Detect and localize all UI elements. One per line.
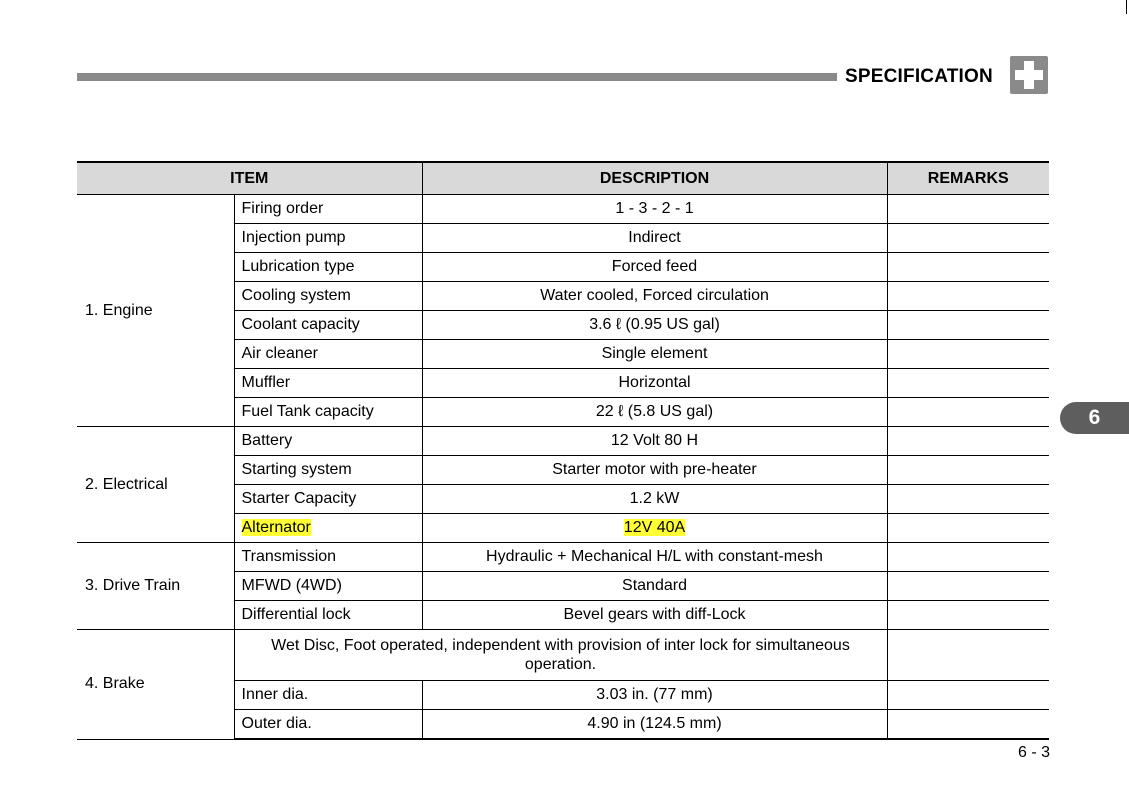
description-cell [422, 514, 887, 543]
section-title: SPECIFICATION [845, 66, 993, 87]
page-number: 6 - 3 [1018, 744, 1051, 761]
table-row [77, 543, 1049, 572]
remarks-cell [887, 224, 1049, 253]
column-header-description: DESCRIPTION [422, 162, 887, 195]
description-cell: 12 Volt 80 H [422, 427, 887, 456]
item-cell: Outer dia. [234, 710, 422, 740]
description-cell: Standard [422, 572, 887, 601]
item-cell: Fuel Tank capacity [234, 398, 422, 427]
group-label: 1. Engine [77, 195, 234, 427]
remarks-cell [887, 630, 1049, 681]
description-cell: Indirect [422, 224, 887, 253]
highlighted-item-text: Alternator [241, 519, 311, 536]
remarks-cell [887, 311, 1049, 340]
item-cell: Lubrication type [234, 253, 422, 282]
description-cell: Horizontal [422, 369, 887, 398]
column-header-remarks: REMARKS [887, 162, 1049, 195]
item-cell: Muffler [234, 369, 422, 398]
description-cell: 3.6 ℓ (0.95 US gal) [422, 311, 887, 340]
remarks-cell [887, 253, 1049, 282]
group-label: 4. Brake [77, 630, 234, 740]
remarks-cell [887, 681, 1049, 710]
remarks-cell [887, 427, 1049, 456]
plus-cross-icon [1010, 56, 1048, 94]
description-cell: Hydraulic + Mechanical H/L with constant-mesh [422, 543, 887, 572]
chapter-tab[interactable]: 6 [1060, 402, 1129, 434]
remarks-cell [887, 456, 1049, 485]
description-cell: 3.03 in. (77 mm) [422, 681, 887, 710]
description-cell: Forced feed [422, 253, 887, 282]
highlighted-description-text: 12V 40A [623, 519, 686, 536]
description-cell: Single element [422, 340, 887, 369]
brake-description-cell: Wet Disc, Foot operated, independent with provision of inter lock for simultaneous operation. [234, 630, 887, 681]
remarks-cell [887, 710, 1049, 740]
remarks-cell [887, 398, 1049, 427]
column-header-item: ITEM [77, 162, 422, 195]
remarks-cell [887, 543, 1049, 572]
item-cell: Injection pump [234, 224, 422, 253]
description-cell: 1 - 3 - 2 - 1 [422, 195, 887, 224]
group-label: 2. Electrical [77, 427, 234, 543]
remarks-cell [887, 282, 1049, 311]
description-cell: 1.2 kW [422, 485, 887, 514]
item-cell: Starter Capacity [234, 485, 422, 514]
remarks-cell [887, 572, 1049, 601]
remarks-cell [887, 369, 1049, 398]
table-row [77, 630, 1049, 681]
item-cell: Starting system [234, 456, 422, 485]
table-row [77, 195, 1049, 224]
description-cell: 22 ℓ (5.8 US gal) [422, 398, 887, 427]
header-rule [77, 73, 837, 81]
group-label: 3. Drive Train [77, 543, 234, 630]
item-cell: Air cleaner [234, 340, 422, 369]
item-cell: Differential lock [234, 601, 422, 630]
remarks-cell [887, 340, 1049, 369]
item-cell: Coolant capacity [234, 311, 422, 340]
item-cell: Battery [234, 427, 422, 456]
remarks-cell [887, 514, 1049, 543]
table-header-row [77, 162, 1049, 195]
description-cell: 4.90 in (124.5 mm) [422, 710, 887, 740]
specification-table [77, 161, 1049, 740]
remarks-cell [887, 195, 1049, 224]
table-row [77, 427, 1049, 456]
item-cell: Inner dia. [234, 681, 422, 710]
item-cell: Transmission [234, 543, 422, 572]
remarks-cell [887, 485, 1049, 514]
item-cell: MFWD (4WD) [234, 572, 422, 601]
item-cell [234, 514, 422, 543]
description-cell: Bevel gears with diff-Lock [422, 601, 887, 630]
item-cell: Cooling system [234, 282, 422, 311]
description-cell: Starter motor with pre-heater [422, 456, 887, 485]
item-cell: Firing order [234, 195, 422, 224]
description-cell: Water cooled, Forced circulation [422, 282, 887, 311]
page-edge-mark [1126, 0, 1127, 14]
remarks-cell [887, 601, 1049, 630]
